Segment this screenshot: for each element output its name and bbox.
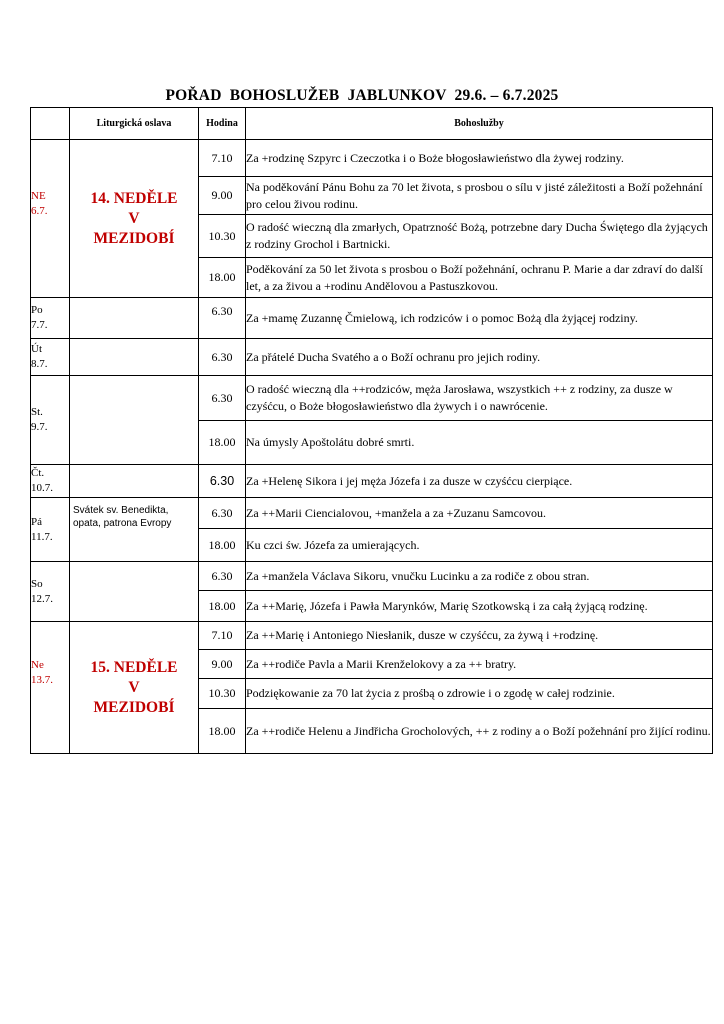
day-cell: Pá 11.7.	[31, 498, 70, 562]
hour-cell: 6.30	[199, 339, 246, 376]
hour-cell: 6.30	[199, 298, 246, 339]
hour-cell: 10.30	[199, 679, 246, 709]
liturgy-cell	[70, 298, 199, 339]
service-cell: O radość wieczną dla zmarłych, Opatrzność Bożą, potrzebne dary Ducha Świętego dla żyjących z rodziny Grochol i Bartnicki.	[246, 215, 713, 258]
hour-cell: 18.00	[199, 421, 246, 465]
table-row	[31, 339, 713, 376]
table-row	[31, 140, 713, 177]
table-row	[31, 498, 713, 529]
table-row	[31, 622, 713, 650]
mass-schedule-table	[30, 107, 713, 754]
hour-cell: 6.30	[199, 376, 246, 421]
service-cell: Za přátelé Ducha Svatého a o Boží ochranu pro jejich rodiny.	[246, 339, 713, 376]
service-cell: Na poděkování Pánu Bohu za 70 let života, s prosbou o sílu v jisté záležitosti a Boží požehnání pro celou živou rodinu.	[246, 177, 713, 215]
day-cell: So 12.7.	[31, 562, 70, 622]
day-cell: NE 6.7.	[31, 140, 70, 298]
liturgy-cell	[70, 376, 199, 465]
service-cell: Za ++rodiče Pavla a Marii Krenželokovy a za ++ bratry.	[246, 650, 713, 679]
liturgy-cell	[70, 562, 199, 622]
liturgy-cell: Svátek sv. Benedikta, opata, patrona Evropy	[70, 498, 199, 562]
hour-cell: 6.30	[199, 562, 246, 591]
table-row	[31, 465, 713, 498]
day-cell: Čt. 10.7.	[31, 465, 70, 498]
hour-cell: 18.00	[199, 709, 246, 754]
service-cell: Za +manžela Václava Sikoru, vnučku Lucinku a za rodiče z obou stran.	[246, 562, 713, 591]
table-row	[31, 298, 713, 339]
service-cell: Za ++rodiče Helenu a Jindřicha Grocholových, ++ z rodiny a o Boží požehnání pro žijící rodinu.	[246, 709, 713, 754]
liturgy-cell: 15. NEDĚLE V MEZIDOBÍ	[70, 622, 199, 754]
header-row	[31, 108, 713, 140]
page-title: POŘAD BOHOSLUŽEB JABLUNKOV 29.6. – 6.7.2025	[165, 87, 559, 104]
liturgy-cell	[70, 465, 199, 498]
service-cell: O radość wieczną dla ++rodziców, męża Jarosława, wszystkich ++ z rodziny, za dusze w czyśćcu, o Boże błogosławieństwo dla żywych i o nawrócenie.	[246, 376, 713, 421]
hour-cell: 7.10	[199, 622, 246, 650]
hour-cell: 10.30	[199, 215, 246, 258]
service-cell: Za ++Marię, Józefa i Pawła Marynków, Marię Szotkowską i za całą żyjącą rodzinę.	[246, 591, 713, 622]
service-cell: Za ++Marii Ciencialovou, +manžela a za +Zuzanu Samcovou.	[246, 498, 713, 529]
hour-cell: 9.00	[199, 177, 246, 215]
service-cell: Za +mamę Zuzannę Čmielową, ich rodziców i o pomoc Bożą dla żyjącej rodziny.	[246, 298, 713, 339]
day-cell: Út 8.7.	[31, 339, 70, 376]
service-cell: Za ++Marię i Antoniego Niesłanik, dusze w czyśćcu, za żywą i +rodzinę.	[246, 622, 713, 650]
hour-cell: 7.10	[199, 140, 246, 177]
header-day	[31, 108, 70, 140]
day-cell: Po 7.7.	[31, 298, 70, 339]
table-row	[31, 562, 713, 591]
hour-cell: 6.30	[199, 465, 246, 498]
hour-cell: 18.00	[199, 591, 246, 622]
hour-cell: 6.30	[199, 498, 246, 529]
service-cell: Podziękowanie za 70 lat życia z prośbą o zdrowie i o zgodę w całej rodzinie.	[246, 679, 713, 709]
service-cell: Za +rodzinę Szpyrc i Czeczotka i o Boże błogosławieństwo dla żywej rodziny.	[246, 140, 713, 177]
service-cell: Ku czci św. Józefa za umierających.	[246, 529, 713, 562]
header-services: Bohoslužby	[246, 108, 713, 140]
liturgy-cell	[70, 339, 199, 376]
day-cell: Ne 13.7.	[31, 622, 70, 754]
liturgy-cell: 14. NEDĚLE V MEZIDOBÍ	[70, 140, 199, 298]
day-cell: St. 9.7.	[31, 376, 70, 465]
service-cell: Poděkování za 50 let života s prosbou o Boží požehnání, ochranu P. Marie a dar zdraví do další let, a za živou a +rodinu Andělovou a Pastuszkovou.	[246, 258, 713, 298]
header-liturgy: Liturgická oslava	[70, 108, 199, 140]
service-cell: Za +Helenę Sikora i jej męża Józefa i za dusze w czyśćcu cierpiące.	[246, 465, 713, 498]
hour-cell: 18.00	[199, 529, 246, 562]
header-hour: Hodina	[199, 108, 246, 140]
service-cell: Na úmysly Apoštolátu dobré smrti.	[246, 421, 713, 465]
hour-cell: 18.00	[199, 258, 246, 298]
hour-cell: 9.00	[199, 650, 246, 679]
table-row	[31, 376, 713, 421]
